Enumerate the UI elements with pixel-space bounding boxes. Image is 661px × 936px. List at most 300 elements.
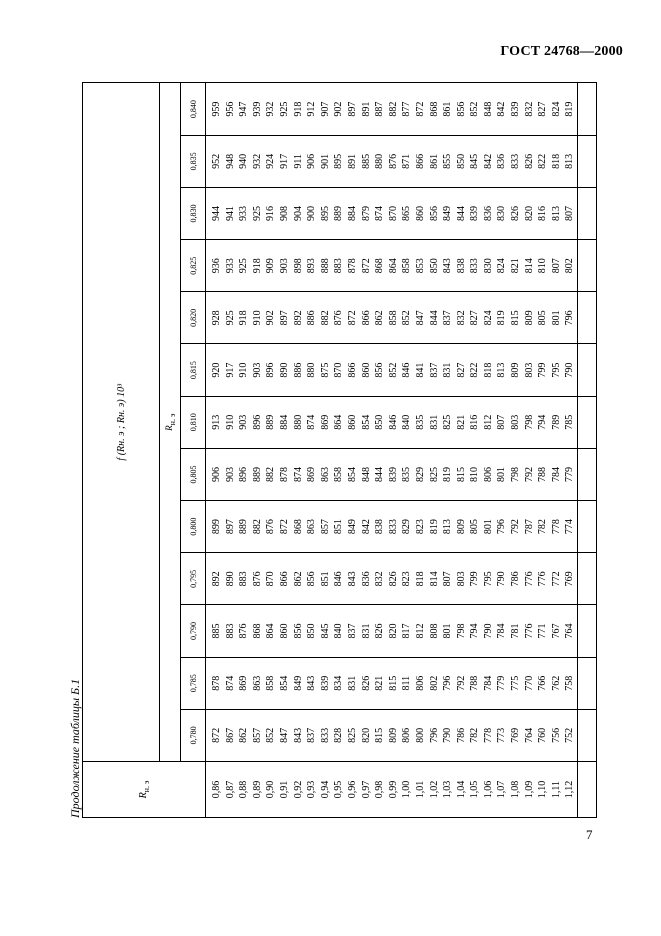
empty-cell	[578, 187, 597, 239]
table-cell: 882	[319, 310, 331, 326]
table-cell: 890	[224, 571, 236, 587]
table-cell: 858	[387, 310, 399, 326]
table-cell: 872	[414, 101, 426, 117]
table-cell: 764	[564, 623, 576, 639]
column-header: 0,835	[181, 135, 206, 187]
table-cell: 872	[346, 310, 358, 326]
table-cell: 809	[387, 727, 399, 743]
table-cell: 782	[537, 519, 549, 535]
table-cell: 848	[482, 101, 494, 117]
table-cell: 869	[319, 414, 331, 430]
table-cell: 858	[333, 466, 345, 482]
table-cell: 826	[510, 206, 522, 222]
empty-cell	[578, 605, 597, 657]
table-cell: 772	[550, 571, 562, 587]
row-label: 1,06	[482, 780, 494, 799]
table-cell: 918	[238, 310, 250, 326]
table-cell: 808	[428, 623, 440, 639]
table-cell: 879	[360, 206, 372, 222]
table-cell: 825	[346, 727, 358, 743]
column-header: 0,795	[181, 553, 206, 605]
row-label: 1,12	[564, 780, 576, 799]
table-cell: 936	[211, 258, 222, 274]
table-cell: 825	[442, 414, 454, 430]
empty-cell	[578, 709, 597, 761]
table-cell: 854	[278, 675, 290, 691]
table-cell: 810	[537, 258, 549, 274]
row-header-label: R	[137, 792, 149, 799]
table-cell: 863	[306, 519, 318, 535]
table-cell: 807	[442, 571, 454, 587]
table-cell: 840	[401, 414, 413, 430]
table-cell: 810	[469, 466, 481, 482]
table-cell: 776	[537, 571, 549, 587]
table-cell: 883	[224, 623, 236, 639]
table-cell: 831	[360, 623, 372, 639]
table-cell: 906	[306, 153, 318, 169]
table-cell: 906	[211, 466, 222, 482]
table-cell: 892	[292, 310, 304, 326]
row-labels-column	[206, 762, 578, 818]
row-header-sub: н. э	[141, 780, 151, 793]
table-cell: 818	[414, 571, 426, 587]
value-column	[206, 344, 578, 396]
table-cell: 762	[550, 675, 562, 691]
table-cell: 826	[374, 623, 386, 639]
table-cell: 866	[278, 571, 290, 587]
row-label: 1,02	[428, 780, 440, 799]
table-cell: 842	[482, 153, 494, 169]
table-cell: 836	[360, 571, 372, 587]
table-cell: 827	[469, 310, 481, 326]
table-cell: 861	[442, 101, 454, 117]
table-cell: 802	[564, 258, 576, 274]
table-cell: 786	[455, 727, 467, 743]
table-cell: 885	[360, 153, 372, 169]
value-column	[206, 396, 578, 448]
table-cell: 792	[510, 519, 522, 535]
table-cell: 890	[278, 362, 290, 378]
table-cell: 944	[211, 206, 222, 222]
table-cell: 826	[523, 153, 535, 169]
empty-cell	[578, 657, 597, 709]
table-cell: 815	[455, 466, 467, 482]
table-cell: 857	[319, 519, 331, 535]
table-cell: 844	[455, 206, 467, 222]
table-cell: 843	[346, 571, 358, 587]
table-cell: 790	[442, 727, 454, 743]
row-header-cell	[83, 762, 206, 818]
empty-cell	[578, 135, 597, 187]
table-cell: 872	[211, 727, 222, 743]
empty-cell	[578, 83, 597, 135]
table-cell: 925	[224, 310, 236, 326]
table-cell: 932	[251, 153, 263, 169]
table-cell: 814	[523, 258, 535, 274]
table-cell: 758	[564, 675, 576, 691]
table-cell: 769	[510, 727, 522, 743]
table-cell: 865	[401, 206, 413, 222]
table-cell: 956	[224, 101, 236, 117]
table-cell: 869	[306, 466, 318, 482]
table-cell: 796	[428, 727, 440, 743]
table-cell: 811	[401, 675, 413, 691]
table-cell: 838	[455, 258, 467, 274]
table-cell: 912	[306, 101, 318, 117]
table-cell: 854	[346, 466, 358, 482]
table-cell: 794	[537, 414, 549, 430]
table-cell: 852	[265, 727, 277, 743]
column-header: 0,790	[181, 605, 206, 657]
table-cell: 870	[265, 571, 277, 587]
table-cell: 839	[510, 101, 522, 117]
table-cell: 898	[292, 258, 304, 274]
table-cell: 784	[496, 623, 508, 639]
table-cell: 790	[482, 623, 494, 639]
value-column	[206, 553, 578, 605]
table-cell: 792	[523, 466, 535, 482]
column-header: 0,805	[181, 448, 206, 500]
table-cell: 854	[360, 414, 372, 430]
table-cell: 874	[224, 675, 236, 691]
row-label: 1,07	[496, 780, 508, 799]
table-cell: 831	[442, 362, 454, 378]
row-label: 0,88	[238, 780, 250, 799]
table-cell: 775	[510, 675, 522, 691]
table-cell: 925	[278, 101, 290, 117]
table-cell: 819	[428, 519, 440, 535]
table-cell: 813	[496, 362, 508, 378]
table-cell: 856	[428, 206, 440, 222]
table-cell: 830	[496, 206, 508, 222]
table-cell: 817	[401, 623, 413, 639]
table-cell: 837	[428, 362, 440, 378]
table-cell: 812	[482, 414, 494, 430]
table-cell: 764	[523, 727, 535, 743]
column-header: 0,830	[181, 187, 206, 239]
table-cell: 806	[414, 675, 426, 691]
table-cell: 841	[414, 362, 426, 378]
table-cell: 891	[346, 153, 358, 169]
table-cell: 916	[265, 206, 277, 222]
value-column	[206, 187, 578, 239]
table-cell: 801	[496, 466, 508, 482]
row-label: 0,98	[374, 780, 386, 799]
table-cell: 855	[442, 153, 454, 169]
table-cell: 909	[265, 258, 277, 274]
table-cell: 844	[428, 310, 440, 326]
value-column	[206, 501, 578, 553]
table-cell: 925	[238, 258, 250, 274]
table-cell: 790	[564, 362, 576, 378]
table-cell: 900	[306, 206, 318, 222]
table-cell: 882	[265, 466, 277, 482]
table-cell: 831	[346, 675, 358, 691]
table-cell: 803	[523, 362, 535, 378]
value-column	[206, 83, 578, 135]
table-cell: 799	[469, 571, 481, 587]
value-column	[206, 292, 578, 344]
table-cell: 824	[550, 101, 562, 117]
table-cell: 952	[211, 153, 222, 169]
column-header: 0,800	[181, 501, 206, 553]
table-cell: 819	[564, 101, 576, 117]
table-cell: 798	[455, 623, 467, 639]
table-cell: 850	[374, 414, 386, 430]
table-cell: 845	[319, 623, 331, 639]
table-cell: 829	[401, 519, 413, 535]
table-cell: 820	[360, 727, 372, 743]
table-cell: 852	[469, 101, 481, 117]
table-cell: 903	[224, 466, 236, 482]
table-cell: 911	[292, 154, 304, 169]
table-cell: 825	[428, 466, 440, 482]
table-cell: 857	[251, 727, 263, 743]
data-table	[82, 82, 597, 818]
table-cell: 843	[306, 675, 318, 691]
table-cell: 872	[278, 519, 290, 535]
table-cell: 860	[278, 623, 290, 639]
table-cell: 850	[455, 153, 467, 169]
table-cell: 807	[496, 414, 508, 430]
table-cell: 823	[414, 519, 426, 535]
table-cell: 827	[537, 101, 549, 117]
column-header: 0,840	[181, 83, 206, 135]
table-cell: 928	[211, 310, 222, 326]
table-cell: 875	[319, 362, 331, 378]
table-cell: 832	[374, 571, 386, 587]
value-column	[206, 135, 578, 187]
table-cell: 903	[251, 362, 263, 378]
table-cell: 836	[496, 153, 508, 169]
table-cell: 835	[401, 466, 413, 482]
table-cell: 847	[414, 310, 426, 326]
table-cell: 899	[211, 519, 222, 535]
table-cell: 836	[482, 206, 494, 222]
table-cell: 904	[292, 206, 304, 222]
column-header: 0,810	[181, 396, 206, 448]
table-cell: 821	[374, 675, 386, 691]
table-cell: 876	[387, 153, 399, 169]
table-cell: 803	[510, 414, 522, 430]
table-cell: 889	[333, 206, 345, 222]
table-cell: 799	[537, 362, 549, 378]
table-cell: 829	[414, 466, 426, 482]
table-cell: 788	[537, 466, 549, 482]
table-cell: 833	[510, 153, 522, 169]
table-cell: 910	[224, 414, 236, 430]
table-cell: 846	[401, 362, 413, 378]
table-cell: 803	[455, 571, 467, 587]
table-cell: 872	[360, 258, 372, 274]
row-label: 0,89	[251, 780, 263, 799]
table-cell: 852	[387, 362, 399, 378]
empty-cell	[578, 553, 597, 605]
column-header: 0,825	[181, 240, 206, 292]
table-cell: 821	[510, 258, 522, 274]
table-cell: 883	[333, 258, 345, 274]
row-label: 0,96	[346, 780, 358, 799]
table-cell: 821	[455, 414, 467, 430]
table-cell: 856	[374, 362, 386, 378]
row-label: 0,92	[292, 780, 304, 799]
table-cell: 815	[387, 675, 399, 691]
table-cell: 883	[238, 571, 250, 587]
table-cell: 874	[374, 206, 386, 222]
table-cell: 782	[469, 727, 481, 743]
table-cell: 806	[482, 466, 494, 482]
sub-header-label: R	[163, 425, 174, 431]
table-cell: 818	[550, 153, 562, 169]
table-cell: 918	[292, 101, 304, 117]
table-cell: 925	[251, 206, 263, 222]
table-cell: 889	[251, 466, 263, 482]
table-cell: 920	[211, 362, 222, 378]
empty-cell	[578, 292, 597, 344]
table-cell: 882	[387, 101, 399, 117]
column-header: 0,785	[181, 657, 206, 709]
table-cell: 941	[224, 206, 236, 222]
table-cell: 812	[414, 623, 426, 639]
table-cell: 828	[333, 727, 345, 743]
table-cell: 849	[346, 519, 358, 535]
table-cell: 833	[319, 727, 331, 743]
table-cell: 856	[292, 623, 304, 639]
table-cell: 819	[442, 466, 454, 482]
empty-cell	[578, 762, 597, 818]
table-cell: 884	[346, 206, 358, 222]
table-cell: 901	[319, 153, 331, 169]
table-cell: 842	[360, 519, 372, 535]
table-cell: 907	[319, 101, 331, 117]
table-cell: 858	[401, 258, 413, 274]
table-cell: 770	[523, 675, 535, 691]
table-cell: 868	[292, 519, 304, 535]
table-cell: 897	[278, 310, 290, 326]
table-cell: 795	[550, 362, 562, 378]
table-cell: 903	[278, 258, 290, 274]
table-cell: 886	[306, 310, 318, 326]
table-cell: 806	[401, 727, 413, 743]
table-cell: 789	[550, 414, 562, 430]
table-cell: 815	[510, 310, 522, 326]
table-cell: 891	[360, 101, 372, 117]
table-cell: 795	[482, 571, 494, 587]
row-label: 1,11	[550, 780, 562, 799]
table-cell: 801	[482, 519, 494, 535]
table-cell: 933	[224, 258, 236, 274]
table-cell: 835	[414, 414, 426, 430]
row-label: 1,04	[455, 780, 467, 799]
table-cell: 790	[496, 571, 508, 587]
table-cell: 876	[265, 519, 277, 535]
table-cell: 846	[387, 414, 399, 430]
table-cell: 833	[469, 258, 481, 274]
table-cell: 874	[292, 466, 304, 482]
row-label: 0,90	[265, 780, 277, 799]
table-cell: 849	[292, 675, 304, 691]
table-cell: 824	[496, 258, 508, 274]
column-header: 0,780	[181, 709, 206, 761]
table-cell: 880	[292, 414, 304, 430]
table-cell: 858	[265, 675, 277, 691]
table-cell: 788	[469, 675, 481, 691]
table-cell: 863	[319, 466, 331, 482]
table-cell: 767	[550, 623, 562, 639]
table-cell: 856	[455, 101, 467, 117]
table-cell: 851	[319, 571, 331, 587]
table-cell: 807	[550, 258, 562, 274]
table-cell: 837	[346, 623, 358, 639]
table-cell: 796	[496, 519, 508, 535]
table-cell: 814	[428, 571, 440, 587]
empty-cell	[578, 448, 597, 500]
table-cell: 820	[387, 623, 399, 639]
table-cell: 878	[278, 466, 290, 482]
table-cell: 827	[455, 362, 467, 378]
table-cell: 893	[306, 258, 318, 274]
table-cell: 813	[442, 519, 454, 535]
table-cell: 822	[469, 362, 481, 378]
table-cell: 878	[346, 258, 358, 274]
row-label: 1,09	[523, 780, 535, 799]
table-cell: 778	[550, 519, 562, 535]
table-cell: 847	[278, 727, 290, 743]
value-column	[206, 709, 578, 761]
table-cell: 878	[211, 675, 222, 691]
table-cell: 752	[564, 727, 576, 743]
row-label: 0,95	[333, 780, 345, 799]
value-column	[206, 448, 578, 500]
table-cell: 787	[523, 519, 535, 535]
table-cell: 862	[238, 727, 250, 743]
row-label: 1,01	[414, 780, 426, 799]
table-cell: 815	[374, 727, 386, 743]
table-cell: 866	[360, 310, 372, 326]
table-cell: 839	[469, 206, 481, 222]
table-cell: 849	[442, 206, 454, 222]
table-cell: 897	[346, 101, 358, 117]
table-cell: 910	[251, 310, 263, 326]
table-cell: 869	[238, 675, 250, 691]
table-cell: 801	[550, 310, 562, 326]
table-cell: 947	[238, 101, 250, 117]
table-cell: 939	[251, 101, 263, 117]
table-cell: 861	[428, 153, 440, 169]
row-label: 1,10	[537, 780, 549, 799]
table-cell: 866	[346, 362, 358, 378]
value-column	[206, 657, 578, 709]
table-cell: 844	[374, 466, 386, 482]
table-cell: 862	[374, 310, 386, 326]
table-cell: 784	[550, 466, 562, 482]
table-cell: 843	[292, 727, 304, 743]
row-label: 0,94	[319, 780, 331, 799]
table-cell: 876	[251, 571, 263, 587]
table-cell: 862	[292, 571, 304, 587]
table-cell: 868	[251, 623, 263, 639]
table-cell: 856	[306, 571, 318, 587]
value-column	[206, 605, 578, 657]
table-cell: 813	[564, 153, 576, 169]
table-cell: 871	[401, 153, 413, 169]
table-cell: 794	[469, 623, 481, 639]
table-cell: 776	[523, 623, 535, 639]
empty-cell	[578, 396, 597, 448]
table-cell: 834	[333, 675, 345, 691]
row-label: 1,05	[469, 780, 481, 799]
table-cell: 766	[537, 675, 549, 691]
